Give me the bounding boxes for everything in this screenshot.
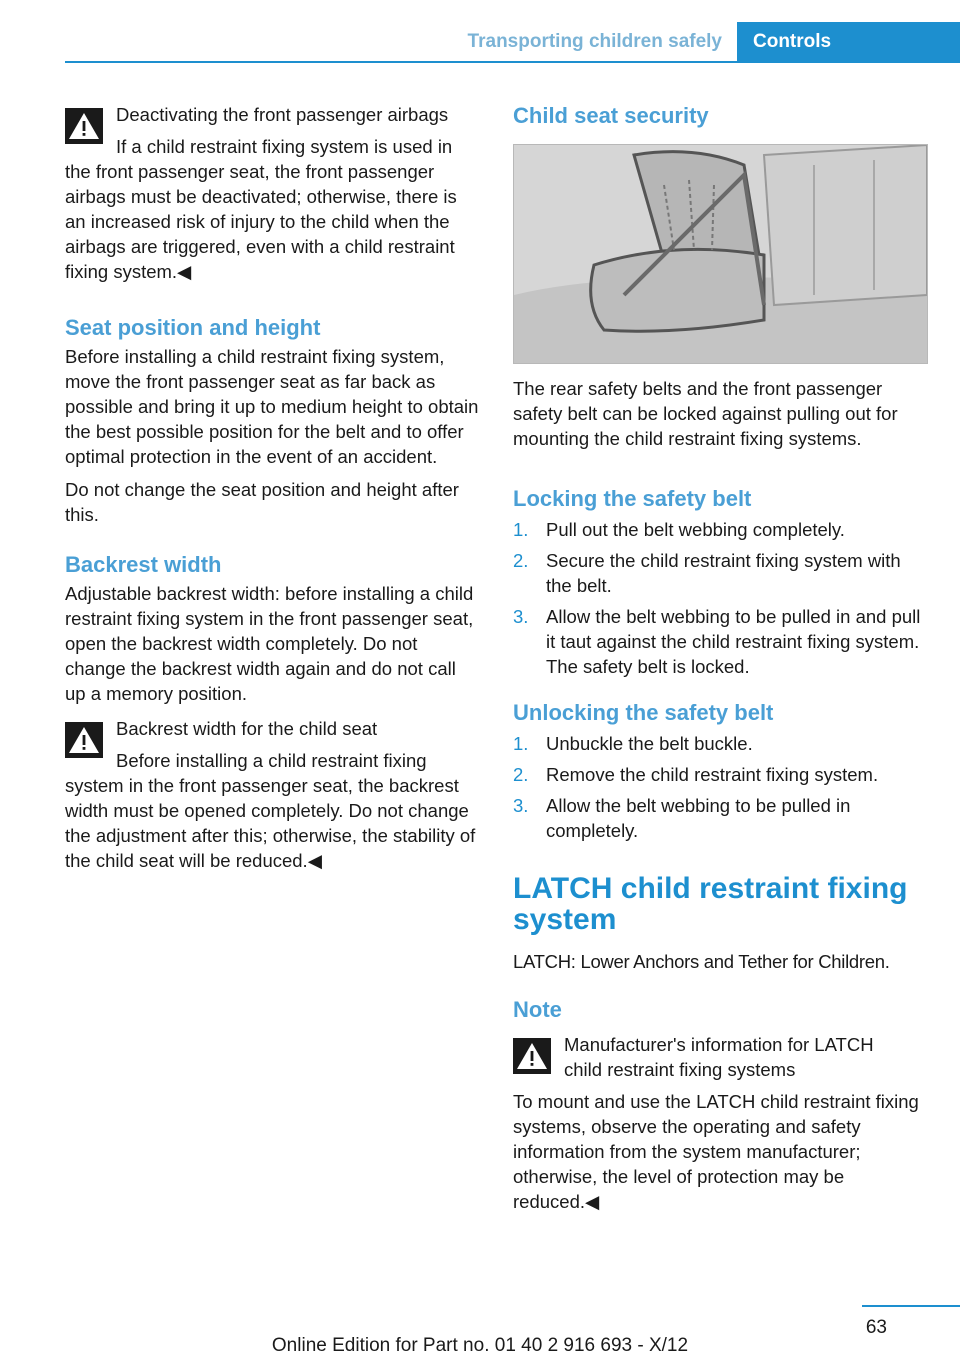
footer-rule (862, 1305, 960, 1307)
warning-triangle-icon (65, 722, 103, 758)
step-text: Allow the belt webbing to be pulled in completely. (546, 795, 851, 841)
warning-triangle-icon (65, 108, 103, 144)
step-number: 1. (513, 519, 529, 540)
step-text: Allow the belt webbing to be pulled in and pull it taut against the child restraint fixing system. The safety belt is locked. (546, 606, 921, 677)
heading-child-seat-security: Child seat security (513, 103, 709, 128)
heading-latch-system: LATCH child restraint fixing system (513, 872, 908, 936)
page-number: 63 (865, 1317, 887, 1338)
header-section-title: Transporting children safely (467, 31, 722, 52)
warning-title: Manufacturer's information for LATCH child restraint fixing systems (564, 1034, 874, 1080)
heading-locking-belt: Locking the safety belt (513, 486, 752, 511)
paragraph-latch-definition: LATCH: Lower Anchors and Tether for Children. (513, 951, 890, 972)
warning-title: Backrest width for the child seat (116, 718, 378, 739)
list-item (513, 517, 928, 542)
step-number: 3. (513, 795, 529, 816)
footer-edition: Online Edition for Part no. 01 40 2 916 693 - X/12 (271, 1335, 689, 1356)
locking-steps (513, 517, 928, 679)
step-number: 2. (513, 550, 529, 571)
list-item (513, 604, 928, 679)
right-column (513, 102, 928, 1214)
paragraph-backrest-width: Adjustable backrest width: before installing a child restraint fixing system in the front passenger seat, open the backrest width completely. Do not change the backrest width again and do not call up a memory position. (65, 583, 474, 704)
warning-body: the front passenger seat, the front passenger airbags must be deactivated; otherwise, there is an increased risk of injury to the child when the airbags are triggered, even with a child restraint fixing system.◀ (65, 161, 457, 282)
paragraph-seat-position: Before installing a child restraint fixing system, move the front passenger seat as far back as possible and bring it up to medium height to obtain the best possible position for the belt and to offer optimal protection in the event of an accident. (65, 346, 479, 467)
step-text: Remove the child restraint fixing system. (546, 764, 879, 785)
list-item (513, 762, 928, 787)
step-text: Unbuckle the belt buckle. (546, 733, 753, 754)
heading-seat-position: Seat position and height (65, 315, 321, 340)
step-number: 1. (513, 733, 529, 754)
warning-body: system in the front passenger seat, the backrest width must be opened completely. Do not change the adjustment after this; otherwise, the stability of the child seat will be reduced.◀ (65, 775, 476, 871)
warning-lead: If a child restraint fixing system is used in (116, 136, 453, 157)
step-text: Pull out the belt webbing completely. (546, 519, 845, 540)
header-rule (65, 61, 960, 63)
step-text: Secure the child restraint fixing system with the belt. (546, 550, 901, 596)
paragraph-child-seat-security: The rear safety belts and the front passenger safety belt can be locked against pulling out for mounting the child restraint fixing systems. (513, 378, 898, 449)
list-item (513, 793, 928, 843)
warning-title: Deactivating the front passenger airbags (116, 104, 449, 125)
heading-note: Note (513, 997, 562, 1022)
child-seat-illustration (513, 144, 928, 364)
header-chapter-tab (737, 22, 960, 63)
heading-unlocking-belt: Unlocking the safety belt (513, 700, 774, 725)
warning-airbags (65, 102, 480, 284)
list-item (513, 731, 928, 756)
warning-backrest (65, 716, 480, 873)
warning-latch-manufacturer (513, 1032, 928, 1214)
warning-triangle-icon (513, 1038, 551, 1074)
warning-lead: Before installing a child restraint fixing (116, 750, 427, 771)
left-column (65, 102, 480, 873)
unlocking-steps (513, 731, 928, 843)
child-seat-drawing (514, 145, 927, 363)
paragraph-seat-no-change: Do not change the seat position and height after this. (65, 479, 459, 525)
header-chapter-label: Controls (753, 31, 832, 52)
warning-body: To mount and use the LATCH child restraint fixing systems, observe the operating and safety information from the system manufacturer; otherwise, the level of protection may be reduced.◀ (513, 1091, 919, 1212)
heading-backrest-width: Backrest width (65, 552, 222, 577)
list-item (513, 548, 928, 598)
step-number: 2. (513, 764, 529, 785)
step-number: 3. (513, 606, 529, 627)
